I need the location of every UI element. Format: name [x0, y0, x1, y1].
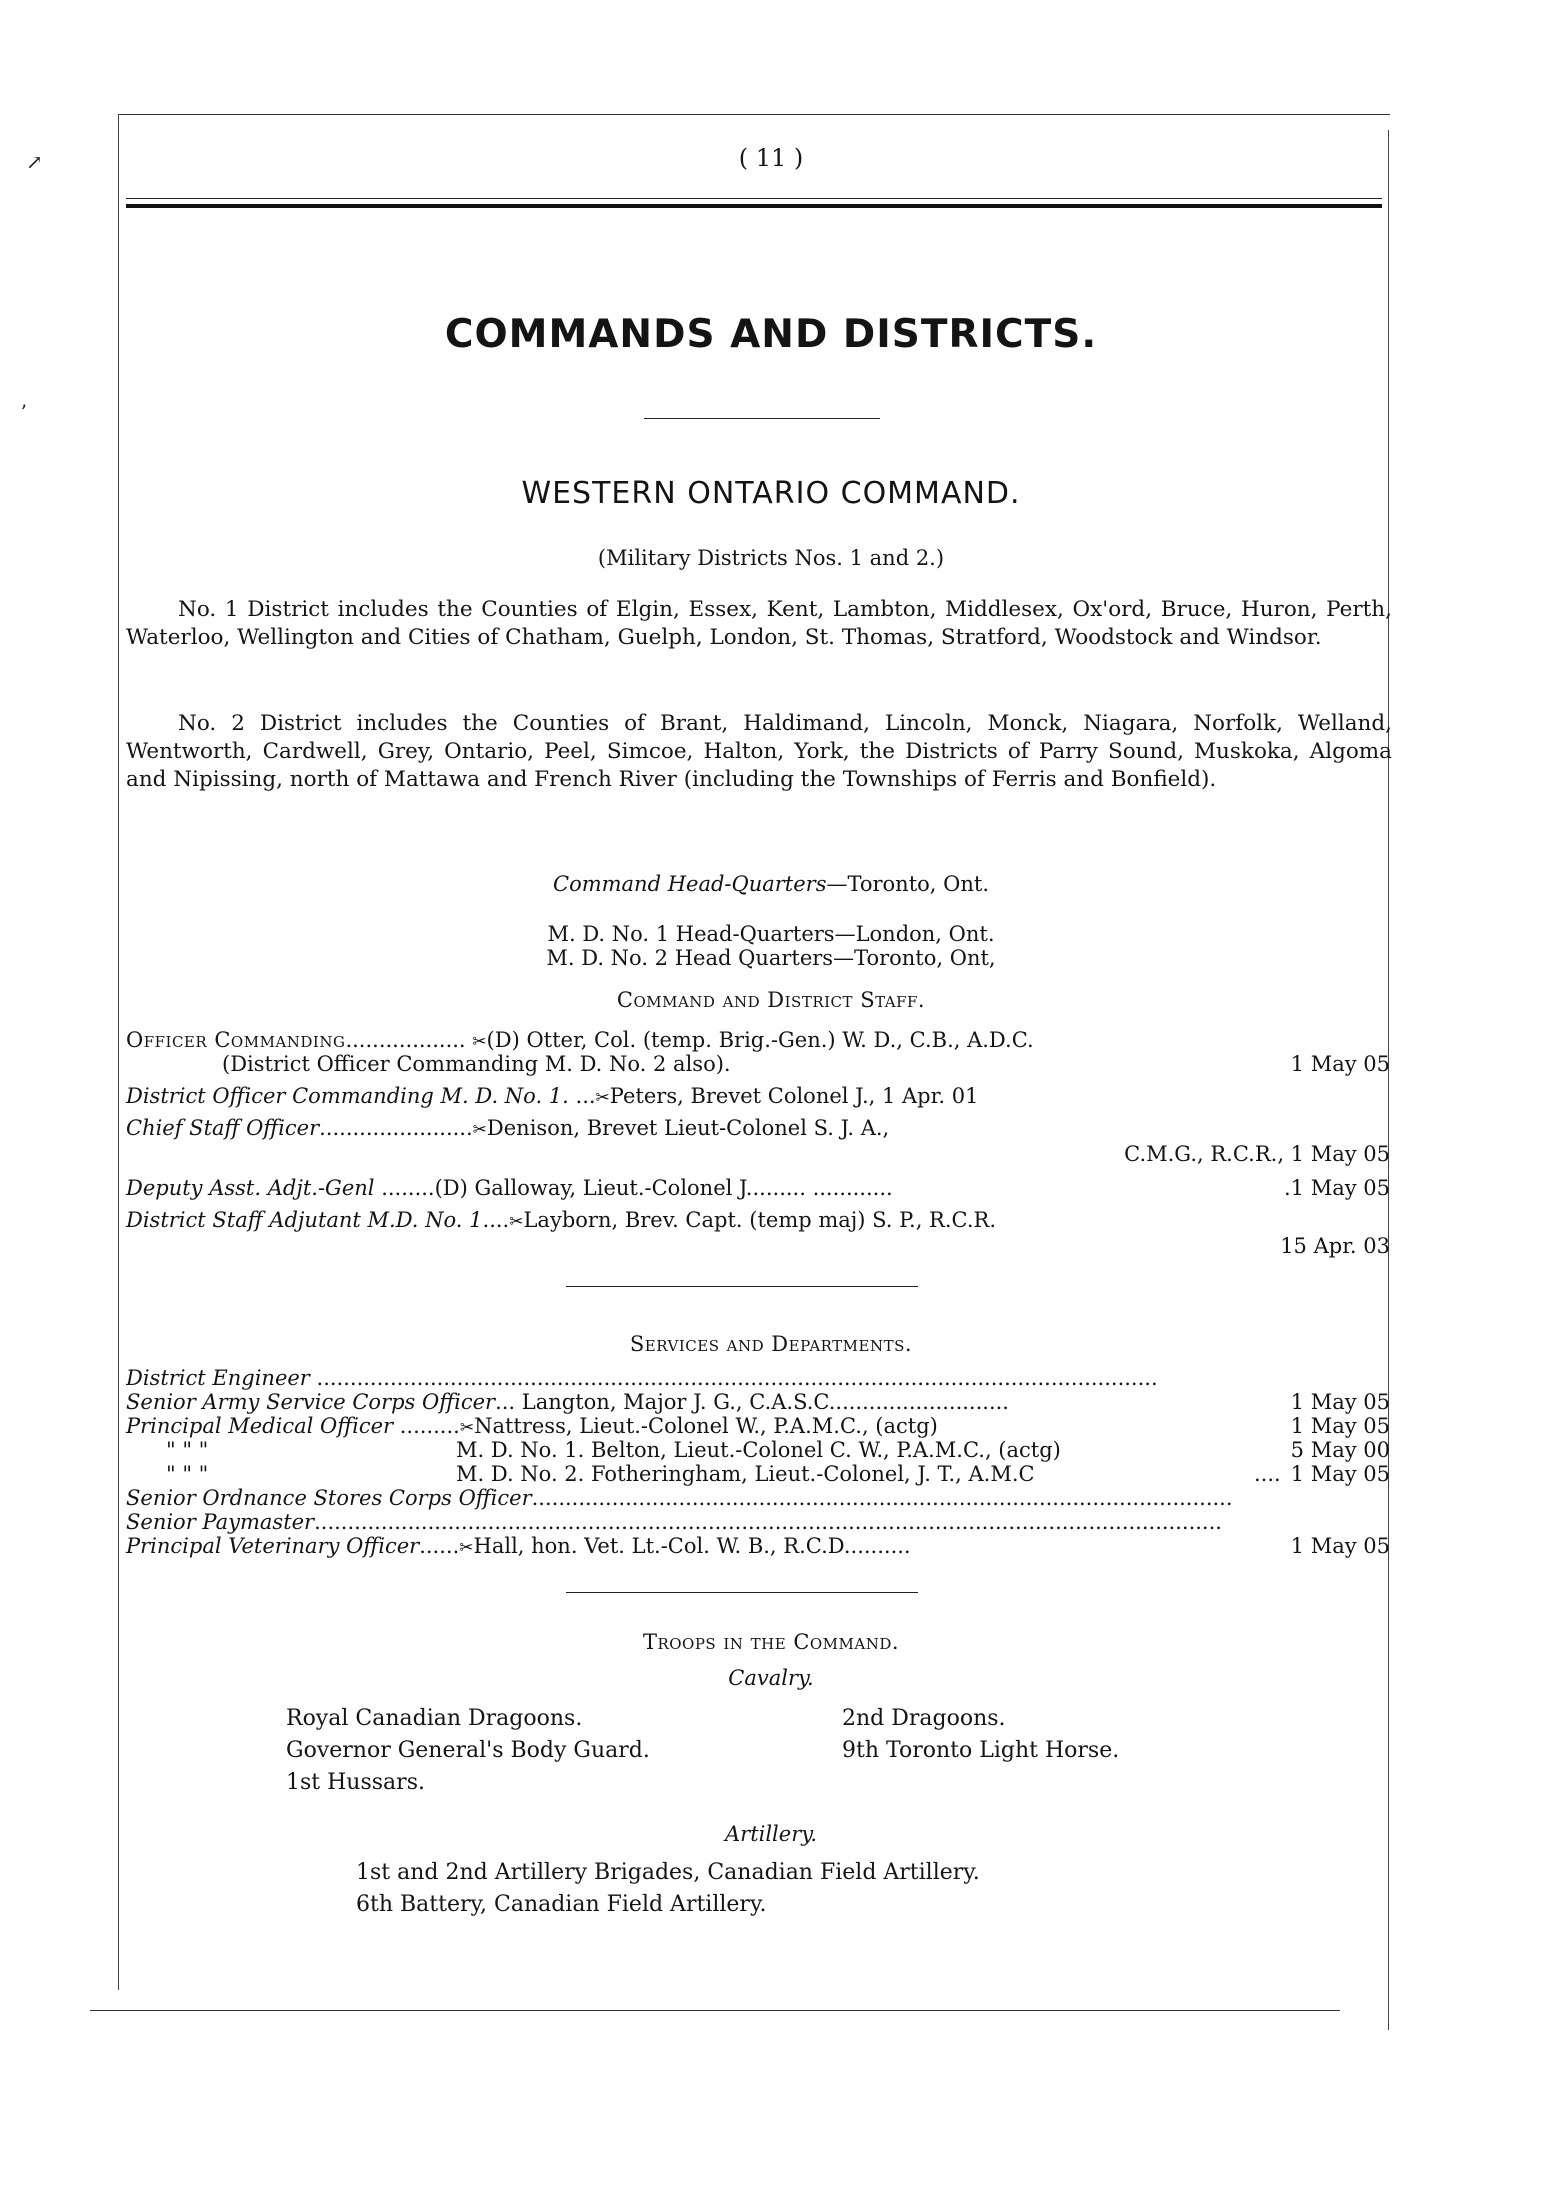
officer-commanding-row — [126, 1028, 1390, 1052]
paymaster-label: Senior Paymaster — [126, 1510, 315, 1534]
scissors-icon: ✂ — [472, 1032, 487, 1052]
frame-left-border — [118, 114, 119, 1990]
staff-adjutant-label: District Staff Adjutant M.D. No. 1 — [126, 1208, 483, 1232]
header-rule-thin — [126, 198, 1382, 199]
cavalry-unit: Royal Canadian Dragoons. — [286, 1706, 583, 1731]
chief-staff-officer-cont: C.M.G., R.C.R., 1 May 05 — [1124, 1142, 1390, 1166]
frame-right-border — [1388, 130, 1389, 2030]
staff-adjutant-row — [126, 1208, 1390, 1232]
dot-leader: .... — [1254, 1462, 1281, 1486]
command-name: WESTERN ONTARIO COMMAND. — [521, 476, 1021, 511]
chief-staff-officer-row — [126, 1116, 1390, 1140]
divider — [566, 1592, 918, 1593]
chief-staff-officer-value: Denison, Brevet Lieut-Colonel S. J. A., — [486, 1116, 890, 1140]
command-hq-label: Command Head-Quarters — [553, 872, 827, 896]
asc-label: Senior Army Service Corps Officer — [126, 1390, 496, 1414]
vet-value: Hall, hon. Vet. Lt.-Col. W. B., R.C.D — [473, 1534, 844, 1558]
command-hq-value: —Toronto, Ont. — [826, 872, 989, 896]
margin-mark: ↗ — [26, 150, 43, 174]
page-title: COMMANDS AND DISTRICTS. — [444, 312, 1098, 357]
artillery-heading: Artillery. — [724, 1822, 817, 1846]
deputy-asst-value: (D) Galloway, Lieut.-Colonel J. — [434, 1176, 753, 1200]
artillery-unit: 1st and 2nd Artillery Brigades, Canadian Field Artillery. — [356, 1860, 980, 1885]
asc-row — [126, 1390, 1390, 1414]
pmo-value: Nattress, Lieut.-Colonel W., P.A.M.C., (actg) — [474, 1414, 938, 1438]
pmo-md2-value: M. D. No. 2. Fotheringham, Lieut.-Colonel, J. T., A.M.C — [456, 1462, 1035, 1486]
dot-leader: ........ ............ — [752, 1176, 893, 1200]
cavalry-unit: 1st Hussars. — [286, 1770, 425, 1795]
deputy-asst-date: .1 May 05 — [1284, 1176, 1390, 1200]
cavalry-unit: 9th Toronto Light Horse. — [842, 1738, 1120, 1763]
md2-headquarters: M. D. No. 2 Head Quarters—Toronto, Ont, — [546, 946, 996, 970]
asc-date: 1 May 05 — [1290, 1390, 1390, 1414]
dot-leader: .................. — [345, 1028, 466, 1052]
paymaster-row — [126, 1510, 1390, 1534]
vet-date: 1 May 05 — [1290, 1534, 1390, 1558]
cavalry-unit: 2nd Dragoons. — [842, 1706, 1006, 1731]
ordnance-label: Senior Ordnance Stores Corps Officer — [126, 1486, 532, 1510]
scissors-icon: ✂ — [459, 1418, 475, 1438]
dot-leader: .......... — [843, 1534, 911, 1558]
pmo-row — [126, 1414, 1390, 1438]
dot-leader: ........................... — [828, 1390, 1009, 1414]
dot-leader: ....................... — [319, 1116, 473, 1140]
dot-leader: .... — [482, 1208, 510, 1232]
officer-commanding-date: 1 May 05 — [1290, 1052, 1390, 1076]
cavalry-heading: Cavalry. — [728, 1666, 814, 1690]
deputy-asst-row — [126, 1176, 1390, 1200]
vet-row — [126, 1534, 1390, 1558]
district-2-description — [126, 710, 1392, 794]
district-1-description — [126, 596, 1392, 652]
district-officer-label: District Officer Commanding M. D. No. 1. — [126, 1084, 569, 1108]
pmo-md1-date: 5 May 00 — [1290, 1438, 1390, 1462]
divider — [644, 418, 880, 419]
command-headquarters — [0, 872, 1542, 896]
dot-leader: ........................................................................................................................................ — [314, 1510, 1222, 1534]
header-rule-thick — [126, 204, 1382, 208]
engineer-label: District Engineer — [126, 1366, 310, 1390]
officer-commanding-note: (District Officer Commanding M. D. No. 2 also). — [222, 1052, 731, 1076]
dot-leader: ........ — [381, 1176, 435, 1200]
frame-top-border — [118, 114, 1390, 115]
scissors-icon: ✂ — [472, 1120, 487, 1140]
cavalry-unit: Governor General's Body Guard. — [286, 1738, 650, 1763]
dot-leader: ......................................................................................................... — [531, 1486, 1233, 1510]
district-1-text: No. 1 District includes the Counties of Elgin, Essex, Kent, Lambton, Middlesex, Ox'ord, Bruce, Huron, Perth, Waterloo, Wellington and Cities of Chatham, Guelph, London, St. Thomas, Stratford, Woodstock and Windsor. — [126, 597, 1392, 650]
pmo-md2-row — [126, 1462, 1390, 1486]
dot-leader: .............................................................................................................................. — [316, 1366, 1158, 1390]
pmo-md1-row — [126, 1438, 1390, 1462]
frame-bottom-border — [90, 2010, 1340, 2011]
districts-note: (Military Districts Nos. 1 and 2.) — [597, 546, 945, 570]
dot-leader: ... — [575, 1084, 596, 1108]
artillery-unit: 6th Battery, Canadian Field Artillery. — [356, 1892, 767, 1917]
pmo-md2-date: 1 May 05 — [1290, 1462, 1390, 1486]
officer-commanding-value: (D) Otter, Col. (temp. Brig.-Gen.) W. D., C.B., A.D.C. — [486, 1028, 1034, 1052]
staff-adjutant-value: Layborn, Brev. Capt. (temp maj) S. P., R.C.R. — [523, 1208, 997, 1232]
dot-leader: ......... — [399, 1414, 460, 1438]
md1-headquarters: M. D. No. 1 Head-Quarters—London, Ont. — [547, 922, 995, 946]
scissors-icon: ✂ — [459, 1538, 474, 1558]
officer-commanding-label: Officer Commanding — [126, 1028, 346, 1052]
services-heading: Services and Departments. — [629, 1332, 913, 1356]
troops-heading: Troops in the Command. — [642, 1630, 900, 1654]
staff-adjutant-date: 15 Apr. 03 — [1280, 1234, 1390, 1258]
scissors-icon: ✂ — [595, 1088, 610, 1108]
staff-heading: Command and District Staff. — [616, 988, 926, 1012]
deputy-asst-label: Deputy Asst. Adjt.-Genl — [126, 1176, 375, 1200]
asc-value: Langton, Major J. G., C.A.S.C — [521, 1390, 829, 1414]
margin-mark: ʼ — [20, 400, 27, 424]
ditto-marks: " " " — [166, 1438, 209, 1462]
dot-leader: ... — [495, 1390, 516, 1414]
pmo-label: Principal Medical Officer — [126, 1414, 394, 1438]
ditto-marks: " " " — [166, 1462, 209, 1486]
pmo-date: 1 May 05 — [1290, 1414, 1390, 1438]
pmo-md1-value: M. D. No. 1. Belton, Lieut.-Colonel C. W., P.A.M.C., (actg) — [456, 1438, 1061, 1462]
divider — [566, 1286, 918, 1287]
page-number: ( 11 ) — [738, 144, 804, 172]
district-officer-row — [126, 1084, 1390, 1108]
district-officer-value: Peters, Brevet Colonel J., 1 Apr. 01 — [609, 1084, 979, 1108]
scissors-icon: ✂ — [509, 1212, 524, 1232]
dot-leader: ...... — [419, 1534, 460, 1558]
officer-commanding-note-row — [126, 1052, 1390, 1076]
chief-staff-officer-label: Chief Staff Officer — [126, 1116, 320, 1140]
ordnance-row — [126, 1486, 1390, 1510]
district-2-text: No. 2 District includes the Counties of Brant, Haldimand, Lincoln, Monck, Niagara, Norfolk, Welland, Wentworth, Cardwell, Grey, Ontario, Peel, Simcoe, Halton, York, the Districts of Parry Sound, Muskoka, Algoma and Nipissing, north of Mattawa and French River (including the Townships of Ferris and Bonfield). — [126, 711, 1392, 792]
vet-label: Principal Veterinary Officer — [126, 1534, 420, 1558]
engineer-row — [126, 1366, 1390, 1390]
